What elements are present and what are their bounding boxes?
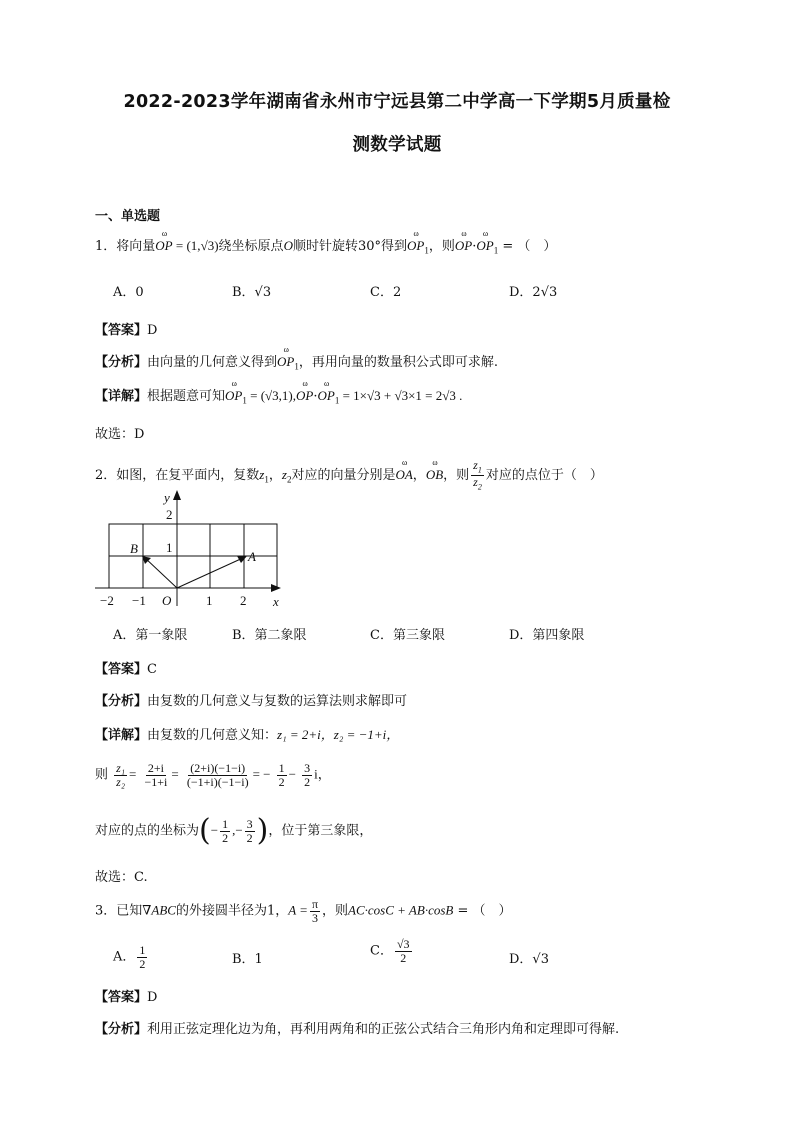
q2-conclusion: 故选：C. — [95, 870, 148, 885]
vector-op1: ω OP — [407, 238, 424, 254]
section-heading: 一、单选题 — [95, 209, 161, 224]
x-axis-label: x — [273, 594, 279, 609]
tick-xm2: −2 — [100, 593, 114, 608]
tick-x1: 1 — [206, 593, 213, 608]
q2-analysis: 【分析】由复数的几何意义与复数的运算法则求解即可 — [95, 694, 408, 709]
tick-y2: 2 — [166, 507, 173, 522]
q3-answer: 【答案】D — [95, 990, 158, 1005]
tick-x2: 2 — [240, 593, 247, 608]
q3-stem: 3．已知∇ABC的外接圆半径为1，A = $\frac{\pi}{3}$ ，则AC·cosC + AB·cosB = （ ） — [95, 897, 512, 925]
doc-title-line1: 2022-2023学年湖南省永州市宁远县第二中学高一下学期5月质量检 — [123, 92, 671, 112]
x-axis-arrow-icon — [271, 584, 281, 592]
q1-analysis: 【分析】由向量的几何意义得到ω $OP_1$，再用向量的数量积公式即可求解. — [95, 351, 498, 372]
q2-option-b[interactable]: B．第二象限 — [232, 628, 307, 643]
y-axis-arrow-icon — [173, 490, 181, 500]
q2-option-c[interactable]: C．第三象限 — [370, 628, 445, 643]
point-b-label: B — [130, 541, 138, 556]
tick-xm1: −1 — [132, 593, 146, 608]
vector-op: ω OP — [155, 238, 172, 254]
q2-coordinate: 对应的点的坐标为(− $\frac{1}{2}$ ,− $\frac{3}{2}$ )，位于第三象限， — [95, 813, 373, 848]
q1-detail: 【详解】根据题意可知ω $OP_1 = (√3,1),\omega$ OP·ω $OP_1 = 1\times√3 + √3\times 1 = 2√3$ . — [95, 385, 462, 406]
q1-option-d[interactable]: D．2√3 — [509, 285, 558, 300]
q1-number: 1． — [95, 239, 117, 254]
q2-answer: 【答案】C — [95, 662, 157, 677]
tick-y1: 1 — [166, 540, 173, 555]
q3-number: 3． — [95, 903, 117, 919]
q2-detail: 【详解】由复数的几何意义知：z₁ = 2+i，z₂ = −1+i， — [95, 727, 400, 743]
vector-ob — [144, 557, 177, 588]
q3-option-a[interactable]: A． $\frac{1}{2}$ — [113, 943, 146, 971]
q1-option-a[interactable]: A．0 — [113, 285, 144, 300]
q2-option-d[interactable]: D．第四象限 — [509, 628, 585, 643]
q3-option-c[interactable]: C． $\frac{√3}{2}$ — [370, 937, 410, 965]
point-a-label: A — [248, 549, 256, 564]
q2-calculation: 则 $\frac{\text{z₁}}{\text{z₂}}$ = $\frac{2+i}{-1+i}$ = $\frac{(2+i)(-1-i)}{(-1+i)(-1-i)}$ = − $\frac{1}{2}$ − $\frac{3}{2}$ i， — [95, 761, 331, 789]
q2-option-a[interactable]: A．第一象限 — [113, 628, 188, 643]
q1-option-b[interactable]: B．√3 — [232, 285, 272, 300]
q1-conclusion: 故选：D — [95, 427, 145, 442]
q1-option-c[interactable]: C．2 — [370, 285, 402, 300]
q2-number: 2． — [95, 467, 117, 483]
q3-option-b[interactable]: B．1 — [232, 952, 263, 967]
origin-label: O — [162, 593, 172, 608]
q3-option-d[interactable]: D．√3 — [509, 952, 549, 967]
q3-analysis: 【分析】利用正弦定理化边为角，再利用两角和的正弦公式结合三角形内角和定理即可得解. — [95, 1022, 620, 1037]
q1-stem: 1．将向量ω OP = (1,√3)绕坐标原点O顺时针旋转30°得到ω $OP_1$，则ω OP·ω $OP_1$ = （ ） — [95, 235, 556, 256]
complex-plane-figure — [95, 488, 295, 613]
vector-oa — [177, 557, 245, 588]
doc-title-line2: 测数学试题 — [352, 135, 442, 155]
q1-answer: 【答案】D — [95, 323, 158, 338]
q2-stem: 2．如图，在复平面内，复数$z_1$，$z_2$对应的向量分别是ω OA，ω OB，则 $\frac{z_1}{z_2}$ 对应的点位于（ ） — [95, 459, 603, 492]
y-axis-label: y — [164, 490, 170, 505]
